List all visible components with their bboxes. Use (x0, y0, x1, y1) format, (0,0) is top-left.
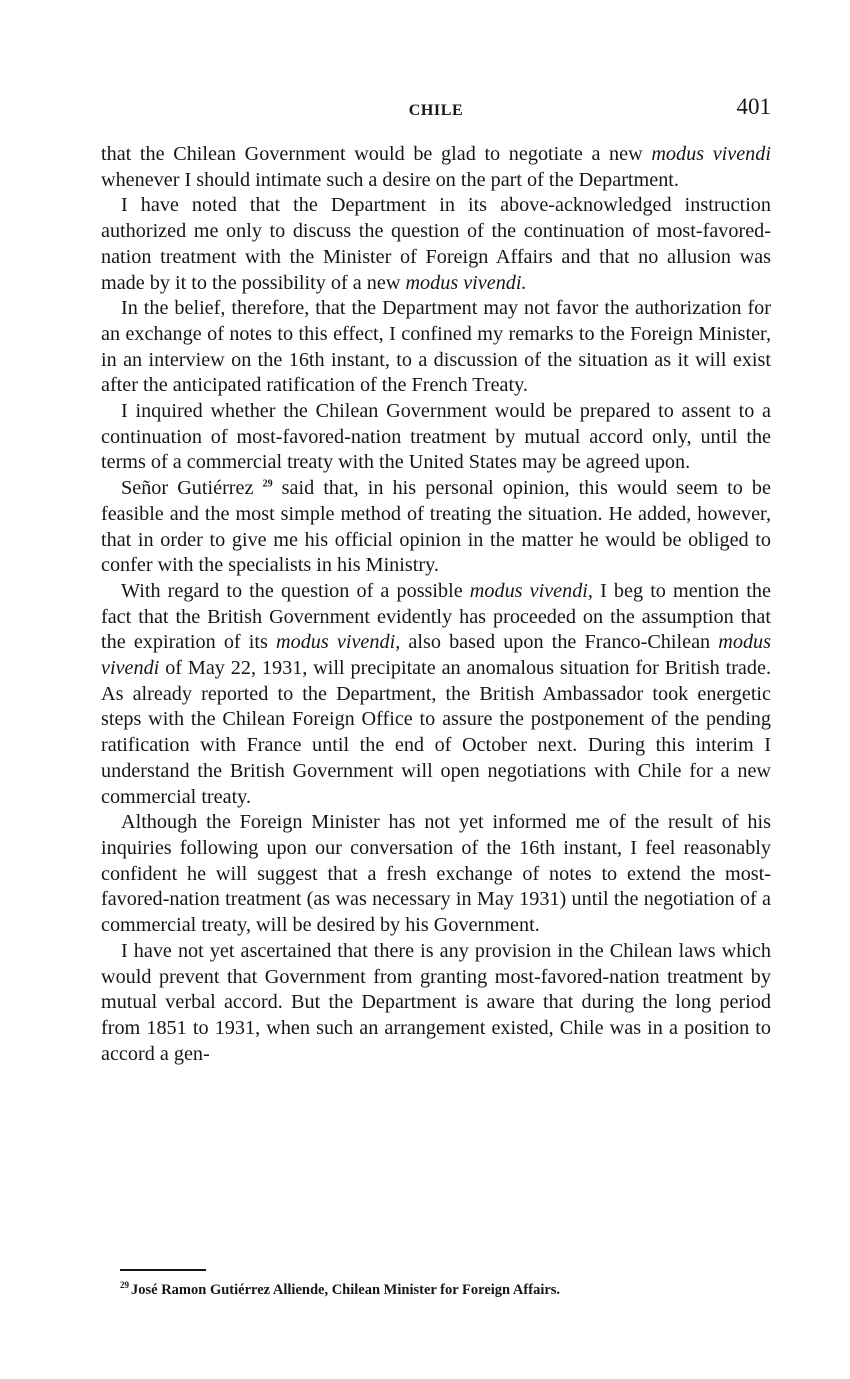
paragraph (101, 939, 771, 1068)
paragraph (101, 193, 771, 296)
footnote-mark: 29 (120, 1280, 129, 1291)
text-run: said that, in his personal opinion, this would seem to be feasible and the most simple method of treating the situation. He added, however, that in order to give me his official opinion in the matter he would be obliged to confer with the specialists in his Ministry. (101, 477, 771, 577)
italic-term: modus vivendi (651, 143, 771, 165)
text-run: that the Chilean Government would be glad to negotiate a new (101, 143, 652, 165)
page-header (101, 92, 771, 126)
paragraph (101, 476, 771, 579)
text-run: I have not yet ascertained that there is any provision in the Chilean laws which would prevent that Government from granting most-favored-nation treatment by mutual verbal accord. But the Department is aware that during the long period from 1851 to 1931, when such an arrangement existed, Chile was in a position to accord a gen- (101, 939, 771, 1065)
text-run: I inquired whether the Chilean Government would be prepared to assent to a continuation of most-favored-nation treatment by mutual accord only, until the terms of a commercial treaty with the United States may be agreed upon. (101, 400, 771, 474)
footnote-divider (120, 1269, 206, 1271)
footnote-reference: 29 (262, 478, 273, 490)
text-run: whenever I should intimate such a desire on the part of the Department. (101, 168, 679, 191)
paragraph (101, 296, 771, 399)
text-run: Señor Gutiérrez (121, 477, 263, 500)
page-number: 401 (736, 94, 771, 119)
text-run: In the belief, therefore, that the Department may not favor the authorization for an exchange of notes to this effect, I confined my remarks to the Foreign Minister, in an interview on the 16th instant, to a discussion of the situation as it will exist after the anticipated ratification of the French Treaty. (101, 297, 771, 397)
paragraph (101, 810, 771, 939)
footnote-text: José Ramon Gutiérrez Alliende, Chilean Minister for Foreign Affairs. (131, 1282, 561, 1298)
italic-term: modus vivendi (101, 631, 771, 680)
footnote (120, 1280, 780, 1300)
body-text (101, 142, 771, 1067)
paragraph (101, 142, 771, 193)
italic-term: modus vivendi. (405, 271, 527, 294)
text-run: I have noted that the Department in its above-acknowledged instruction authorized me only to discuss the question of the continuation of most-favored-nation treatment with the Minister of Foreign Affairs and that no allusion was made by it to the possibility of a new (101, 194, 771, 294)
paragraph (101, 399, 771, 476)
text-run: I beg to mention the fact that the British Government evidently has proceeded on the assumption that the expiration of its (101, 579, 771, 654)
text-run: also based upon the Franco-Chilean (400, 631, 719, 654)
paragraph (101, 579, 771, 810)
italic-term: modus vivendi, (469, 579, 593, 602)
text-run: of May 22, 1931, will precipitate an anomalous situation for British trade. As already reported to the Department, the British Ambassador took energetic steps with the Chilean Foreign Office to assure the postponement of the pending ratification with France until the end of October next. During this interim I understand the British Government will open negotiations with Chile for a new commercial treaty. (101, 657, 771, 808)
text-run: With regard to the question of a possible (121, 579, 470, 602)
italic-term: modus vivendi, (276, 631, 401, 654)
text-run: Although the Foreign Minister has not yet informed me of the result of his inquiries following upon our conversation of the 16th instant, I feel reasonably confident he will suggest that a fresh exchange of notes to extend the most-favored-nation treatment (as was necessary in May 1931) until the negotiation of a commercial treaty, will be desired by his Government. (101, 811, 771, 937)
running-head: CHILE (408, 102, 464, 119)
